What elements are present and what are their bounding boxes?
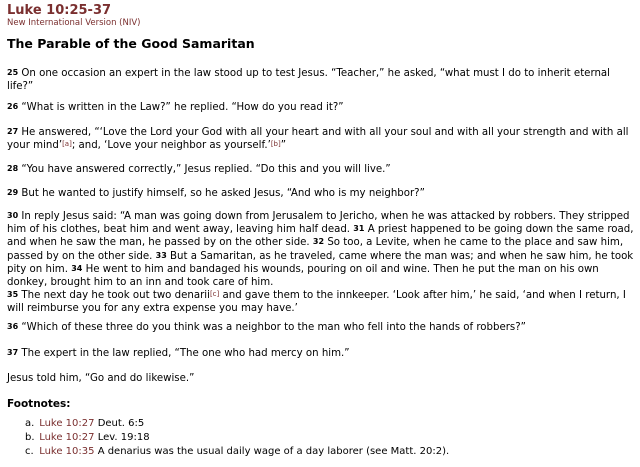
verse-28 [7,163,637,176]
footnote-text: Lev. 19:18 [94,432,150,443]
verse-text: and gave them to the innkeeper. ‘Look after him,’ he said, ‘and when I return, I will reimburse you for any extra expense you may have.’ [7,290,626,315]
footnotes-heading: Footnotes: [7,398,71,410]
verse-number: 27 [7,127,19,136]
verse-text: ” [280,140,287,152]
verse-25 [7,67,637,93]
footnote-marker-c[interactable]: [c] [209,290,220,299]
verse-number: 26 [7,102,19,111]
footnote-ref-link[interactable]: Luke 10:27 [39,432,95,443]
verse-text: In reply Jesus said: “A man was going down from Jerusalem to Jericho, when he was attacked by robbers. They stripped him of his clothes, beat him and went away, leaving him half dead. [7,211,630,236]
verse-text: “What is written in the Law?” he replied. “How do you read it?” [21,102,344,113]
verse-text: The next day he took out two denarii [21,290,210,302]
version-label: New International Version (NIV) [7,18,141,28]
footnote-label: c. [25,446,34,457]
footnote-item [25,445,449,458]
verse-text: A priest happened to be going down the same road, and when he saw the man, he passed by on the other side. [7,224,634,249]
verse-number: 25 [7,68,19,77]
footnote-ref-link[interactable]: Luke 10:35 [39,446,95,457]
footnote-text: A denarius was the usual daily wage of a day laborer (see Matt. 20:2). [94,446,450,457]
verse-number: 35 [7,290,19,300]
footnote-item [25,417,144,430]
verse-text: The expert in the law replied, “The one who had mercy on him.” [21,348,350,359]
verses-30-35 [7,210,637,316]
verse-number: 37 [7,348,19,357]
verse-36 [7,321,637,334]
verse-26 [7,101,637,114]
verse-number: 36 [7,322,19,331]
footnote-ref-link[interactable]: Luke 10:27 [39,418,95,429]
verse-number: 31 [353,224,365,234]
verse-text: On one occasion an expert in the law stood up to test Jesus. “Teacher,” he asked, “what must I do to inherit eternal life?” [7,68,610,93]
verse-text: But he wanted to justify himself, so he asked Jesus, “And who is my neighbor?” [21,188,425,199]
footnote-marker-a[interactable]: [a] [62,140,72,149]
section-heading: The Parable of the Good Samaritan [7,36,255,51]
verse-text: ; and, ‘Love your neighbor as yourself.’ [71,140,271,152]
verse-text: “You have answered correctly,” Jesus replied. “Do this and you will live.” [21,164,391,175]
closing-line: Jesus told him, “Go and do likewise.” [7,373,195,384]
footnote-label: a. [25,418,35,429]
verse-text: He went to him and bandaged his wounds, pouring on oil and wine. Then he put the man on his own donkey, brought him to an inn and took care of him. [7,263,599,289]
footnote-item [25,431,150,444]
footnote-marker-b[interactable]: [b] [270,140,281,149]
verse-number: 29 [7,188,19,197]
verse-number: 30 [7,211,19,220]
verse-37 [7,347,637,360]
verse-text: So too, a Levite, when he came to the place and saw him, passed by on the other side. [7,237,624,262]
verse-number: 33 [155,250,167,260]
verse-number: 28 [7,164,19,173]
footnote-text: Deut. 6:5 [94,418,145,429]
verse-27 [7,126,637,152]
passage-reference: Luke 10:25-37 [7,3,112,18]
verse-number: 34 [71,263,83,273]
verse-number: 32 [312,237,325,247]
footnote-label: b. [25,432,35,443]
verse-29 [7,187,637,200]
verse-text: He answered, “‘Love the Lord your God with all your heart and with all your soul and with all your strength and with all your mind’ [7,127,629,152]
verse-text: But a Samaritan, as he traveled, came where the man was; and when he saw him, he took pity on him. [7,250,634,275]
verse-text: “Which of these three do you think was a neighbor to the man who fell into the hands of robbers?” [21,322,526,333]
